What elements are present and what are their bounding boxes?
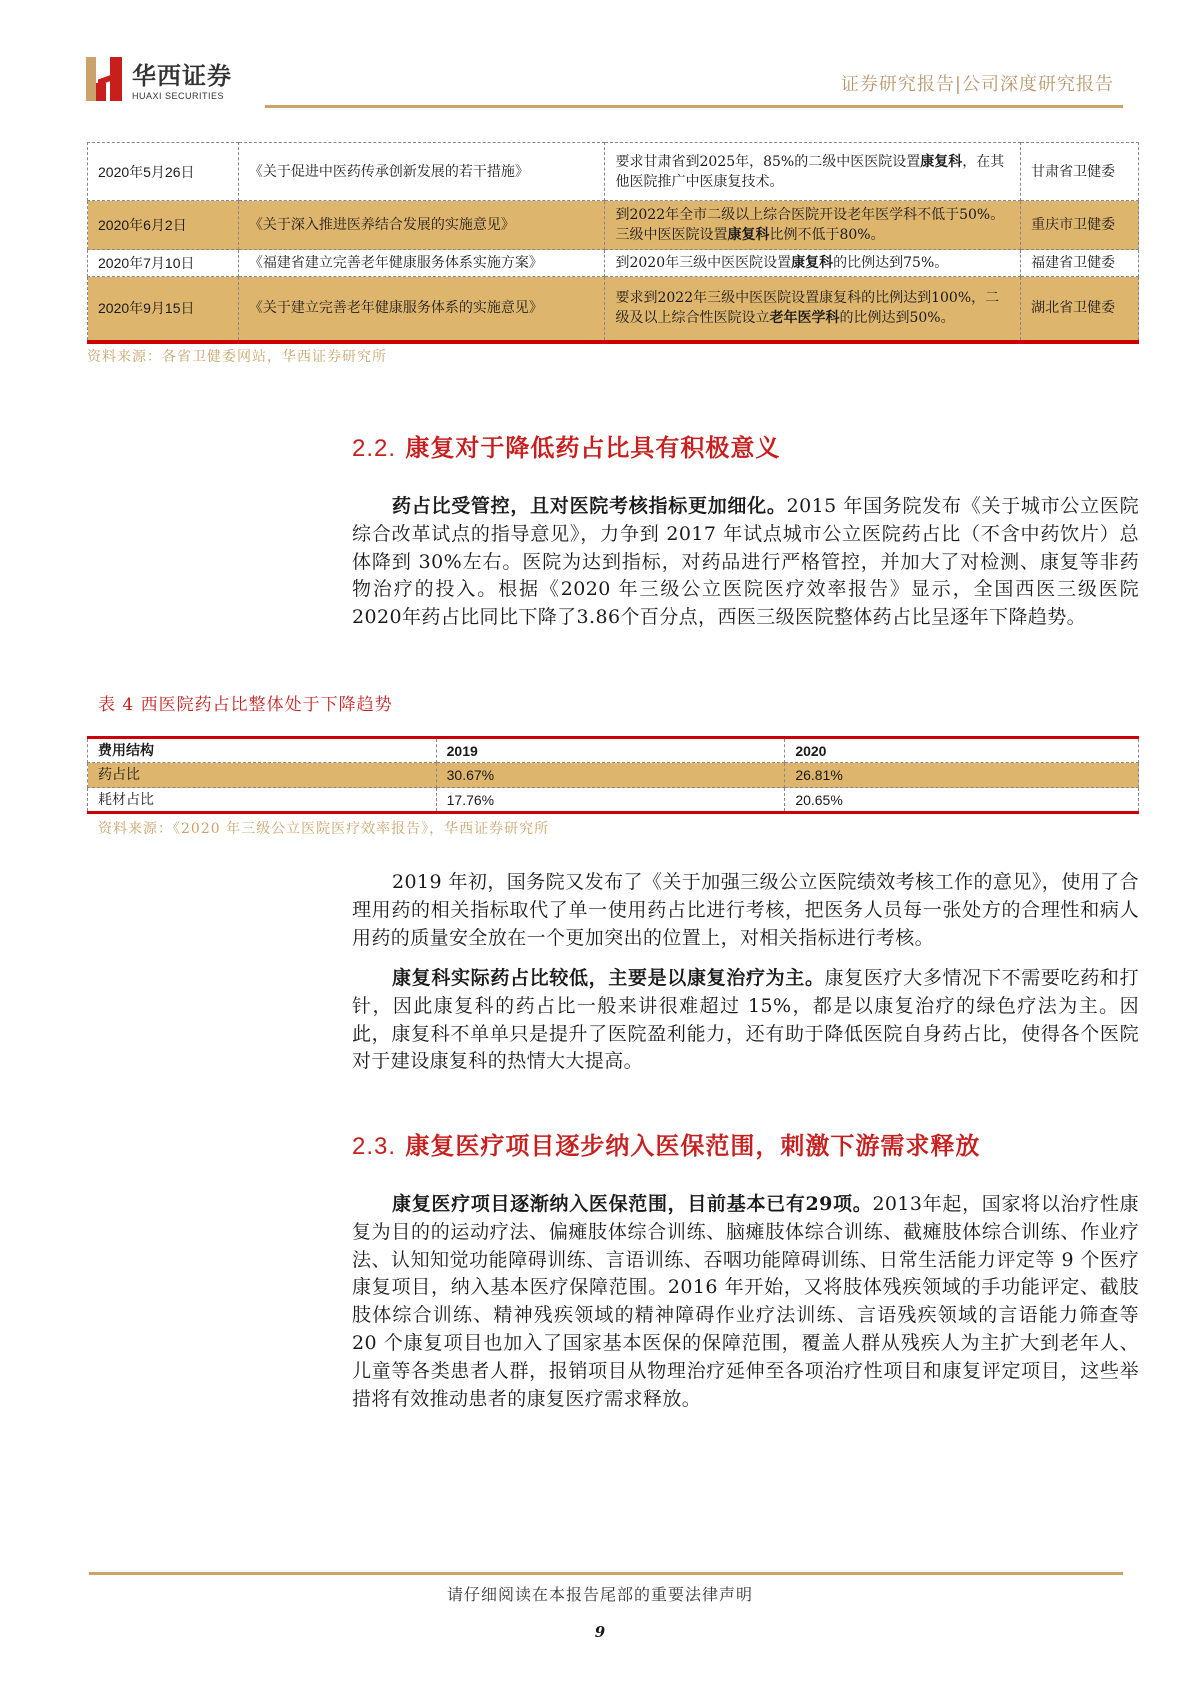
cell-doc: 《福建省建立完善老年健康服务体系实施方案》	[238, 250, 605, 277]
cell-date: 2020年7月10日	[88, 250, 239, 277]
logo-cn: 华西证券	[132, 61, 232, 90]
content-text: 到2020年三级中医医院设置	[615, 255, 792, 271]
section-number: 2.3.	[352, 1133, 397, 1160]
content-bold: 老年医学科	[769, 310, 840, 327]
footer-divider	[89, 1572, 1123, 1575]
table-row	[88, 250, 1139, 277]
cell-doc: 《关于深入推进医养结合发展的实施意见》	[238, 201, 605, 250]
content-text: 的比例达到75%。	[833, 255, 949, 271]
section-heading	[352, 428, 780, 463]
cell-doc: 《关于建立完善老年健康服务体系的实施意见》	[238, 277, 605, 342]
paragraph-text: 2019 年初，国务院又发布了《关于加强三级公立医院绩效考核工作的意见》，使用了合理用药的相关指标取代了单一使用药占比进行考核，把医务人员每一张处方的合理性和病人用药的质量安全放在一个更加突出的位置上，对相关指标进行考核。	[352, 871, 1139, 949]
cell-doc: 《关于促进中医药传承创新发展的若干措施》	[238, 143, 605, 201]
paragraph-text: 2013年起，国家将以治疗性康复为目的的运动疗法、偏瘫肢体综合训练、脑瘫肢体综合训练、截瘫肢体综合训练、作业疗法、认知知觉功能障碍训练、言语训练、吞咽功能障碍训练、日常生活能力评定等 9 个医疗康复项目，纳入基本医疗保障范围。2016 年开始，又将肢体残疾领域的手功能评定、截肢肢体综合训练、精神残疾领域的精神障碍作业疗法训练、言语残疾领域的言语能力筛查等 20 个康复项目也加入了国家基本医保的保障范围，覆盖人群从残疾人为主扩大到老年人、儿童等各类患者人群，报销项目从物理治疗延伸至各项治疗性项目和康复评定项目，这些举措将有效推动患者的康复医疗需求释放。	[352, 1193, 1139, 1410]
cell-issuer: 重庆市卫健委	[1021, 201, 1139, 250]
paragraph-lead: 康复医疗项目逐渐纳入医保范围，目前基本已有29项。	[392, 1193, 873, 1215]
table-caption: 表 4 西医院药占比整体处于下降趋势	[98, 695, 393, 715]
logo-mark-icon	[86, 57, 122, 101]
page-number: 9	[594, 1623, 606, 1641]
logo-en: HUAXI SECURITIES	[132, 91, 225, 101]
cell-issuer: 湖北省卫健委	[1021, 277, 1139, 342]
paragraph	[352, 869, 1139, 952]
section-number: 2.2.	[352, 435, 397, 462]
company-logo	[86, 56, 232, 101]
paragraph-lead: 药占比受管控，且对医院考核指标更加细化。	[392, 495, 787, 517]
cell: 26.81%	[785, 763, 1139, 788]
content-text: 比例不低于80%。	[769, 227, 885, 243]
content-text: 的比例达到50%。	[839, 310, 955, 327]
header-divider	[265, 105, 1123, 108]
cell-content	[605, 250, 1021, 277]
content-bold: 康复科	[920, 153, 963, 170]
content-text: 到2022年全市二级以上综合医院开设老年医学科不低于50%。三级中医医院设置	[615, 207, 1005, 243]
table-row	[88, 277, 1139, 342]
header-cell: 2019	[436, 738, 785, 763]
header-cell: 2020	[785, 738, 1139, 763]
content-text: 要求到2022年三级中医医院设置康复科的比例达到100%，二级及以上综合性医院设立	[615, 290, 1000, 327]
table-row	[88, 788, 1139, 813]
paragraph-text: 2015 年国务院发布《关于城市公立医院综合改革试点的指导意见》，力争到 2017 年试点城市公立医院药占比（不含中药饮片）总体降到 30%左右。医院为达到指标，对药品进行严格管控，并加大了对检测、康复等非药物治疗的投入。根据《2020 年三级公立医院医疗效率报告》显示，全国西医三级医院 2020年药占比同比下降了3.86个百分点，西医三级医院整体药占比呈逐年下降趋势。	[352, 495, 1139, 629]
paragraph-lead: 康复科实际药占比较低，主要是以康复治疗为主。	[392, 967, 825, 989]
content-text: 要求甘肃省到2025年，85%的二级中医医院设置	[615, 153, 921, 170]
cell-date: 2020年9月15日	[88, 277, 239, 342]
cell-issuer: 甘肃省卫健委	[1021, 143, 1139, 201]
cell-content	[605, 143, 1021, 201]
table-source: 资料来源：《2020 年三级公立医院医疗效率报告》，华西证券研究所	[98, 821, 550, 837]
section-title: 康复医疗项目逐步纳入医保范围，刺激下游需求释放	[405, 1131, 981, 1160]
table-row	[88, 201, 1139, 250]
section-heading	[352, 1126, 980, 1161]
cell-content	[605, 201, 1021, 250]
legal-disclaimer: 请仔细阅读在本报告尾部的重要法律声明	[446, 1585, 753, 1604]
paragraph-text: 康复医疗大多情况下不需要吃药和打针，因此康复科的药占比一般来讲很难超过 15%，都是以康复治疗的绿色疗法为主。因此，康复科不单单只是提升了医院盈利能力，还有助于降低医院自身药占比，使得各个医院对于建设康复科的热情大大提高。	[352, 967, 1139, 1073]
table-row	[88, 143, 1139, 201]
table-row	[88, 763, 1139, 788]
cell-date: 2020年6月2日	[88, 201, 239, 250]
paragraph	[352, 965, 1139, 1076]
table-source: 资料来源：各省卫健委网站，华西证券研究所	[87, 349, 387, 365]
content-bold: 康复科	[727, 227, 770, 243]
report-type: 证券研究报告|公司深度研究报告	[840, 74, 1114, 95]
cell-content	[605, 277, 1021, 342]
paragraph	[352, 1191, 1139, 1413]
content-bold: 康复科	[791, 255, 834, 271]
table-header-row	[88, 738, 1139, 763]
paragraph	[352, 493, 1139, 632]
cell: 17.76%	[436, 788, 785, 813]
cell: 30.67%	[436, 763, 785, 788]
drug-ratio-table	[87, 736, 1139, 814]
section-title: 康复对于降低药占比具有积极意义	[405, 433, 781, 462]
cell: 20.65%	[785, 788, 1139, 813]
policy-table	[87, 142, 1139, 344]
cell-issuer: 福建省卫健委	[1021, 250, 1139, 277]
content-text: ，在其他医院推广中医康复技术。	[615, 153, 1005, 190]
header-cell: 费用结构	[88, 738, 437, 763]
cell: 耗材占比	[88, 788, 437, 813]
cell-date: 2020年5月26日	[88, 143, 239, 201]
cell: 药占比	[88, 763, 437, 788]
